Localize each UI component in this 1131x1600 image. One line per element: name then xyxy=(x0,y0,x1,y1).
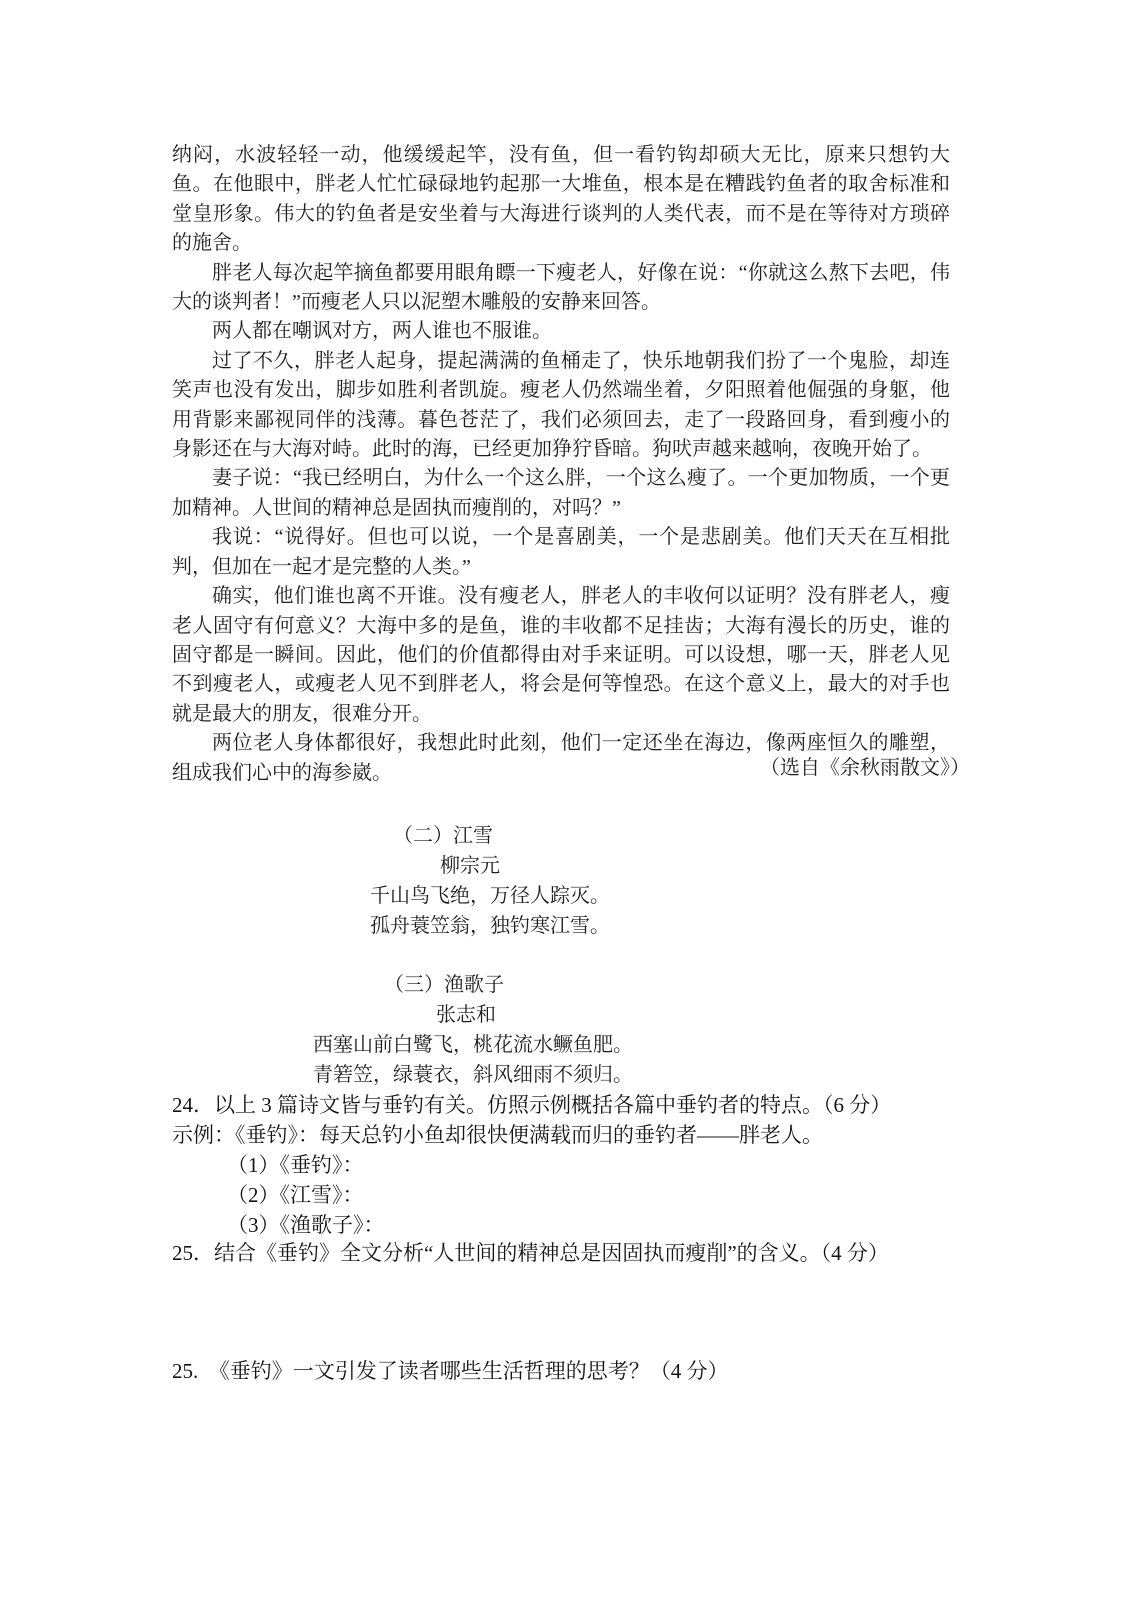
passage-paragraph: 纳闷，水波轻轻一动，他缓缓起竿，没有鱼，但一看钓钩却硕大无比，原来只想钓大鱼。在他眼中，胖老人忙忙碌碌地钓起那一大堆鱼，根本是在糟践钓鱼者的取舍标准和堂皇形象。伟大的钓鱼者是安坐着与大海进行谈判的人类代表，而不是在等待对方琐碎的施舍。 xyxy=(172,144,950,255)
question-24-item: （1）《垂钓》： xyxy=(227,1153,364,1177)
passage-paragraph: 两人都在嘲讽对方，两人谁也不服谁。 xyxy=(212,320,552,343)
passage-paragraph: 妻子说：“我已经明白，为什么一个这么胖，一个这么瘦了。一个更加物质，一个更加精神。人世间的精神总是固执而瘦削的，对吗？” xyxy=(172,467,950,519)
poem-line: 千山鸟飞绝，万径人踪灭。 xyxy=(370,885,610,907)
poem-title: （二）江雪 xyxy=(393,825,493,847)
passage-paragraph: 胖老人每次起竿摘鱼都要用眼角瞟一下瘦老人，好像在说：“你就这么熬下去吧，伟大的谈判者！”而瘦老人只以泥塑木雕般的安静来回答。 xyxy=(172,261,950,314)
passage-paragraph: 两位老人身体都很好，我想此时此刻，他们一定还坐在海边，像两座恒久的雕塑，组成我们心中的海参崴。 xyxy=(172,732,950,784)
question-24-item: （2）《江雪》： xyxy=(227,1183,364,1207)
question-24 xyxy=(172,1090,984,1240)
poem-line: 青箬笠，绿蓑衣，斜风细雨不须归。 xyxy=(313,1064,633,1086)
passage-paragraph: 过了不久，胖老人起身，提起满满的鱼桶走了，快乐地朝我们扮了一个鬼脸，却连笑声也没有发出，脚步如胜利者凯旋。瘦老人仍然端坐着，夕阳照着他倔强的身躯，他用背影来鄙视同伴的浅薄。暮色苍茫了，我们必须回去，走了一段路回身，看到瘦小的身影还在与大海对峙。此时的海，已经更加狰狞昏暗。狗吠声越来越响，夜晚开始了。 xyxy=(172,349,950,461)
poem-line: 西塞山前白鹭飞，桃花流水鳜鱼肥。 xyxy=(313,1034,633,1056)
question-25-second: 25. 《垂钓》一文引发了读者哪些生活哲理的思考？（4 分） xyxy=(172,1359,729,1383)
poem-jiangxue xyxy=(172,821,610,941)
poem-title: （三）渔歌子 xyxy=(384,974,504,996)
question-24-item: （3）《渔歌子》： xyxy=(227,1213,385,1237)
poem-author: 柳宗元 xyxy=(440,855,500,877)
passage-paragraph: 我说：“说得好。但也可以说，一个是喜剧美，一个是悲剧美。他们天天在互相批判，但加在一起才是完整的人类。” xyxy=(172,526,950,578)
passage-attribution: （选自《余秋雨散文》） xyxy=(760,757,970,779)
poem-line: 孤舟蓑笠翁，独钓寒江雪。 xyxy=(370,915,610,937)
question-24-stem: 24．以上 3 篇诗文皆与垂钓有关。仿照示例概括各篇中垂钓者的特点。（6 分） xyxy=(172,1093,892,1117)
question-24-example: 示例：《垂钓》：每天总钓小鱼却很快便满载而归的垂钓者——胖老人。 xyxy=(172,1123,823,1147)
poem-author: 张志和 xyxy=(436,1004,496,1026)
reading-passage xyxy=(172,141,950,788)
passage-paragraph: 确实，他们谁也离不开谁。没有瘦老人，胖老人的丰收何以证明？没有胖老人，瘦老人固守有何意义？大海中多的是鱼，谁的丰收都不足挂齿；大海有漫长的历史，谁的固守都是一瞬间。因此，他们的价值都得由对手来证明。可以设想，哪一天，胖老人见不到瘦老人，或瘦老人见不到胖老人，将会是何等惶恐。在这个意义上，最大的对手也就是最大的朋友，很难分开。 xyxy=(172,585,950,725)
question-25-first: 25．结合《垂钓》全文分析“人世间的精神总是因固执而瘦削”的含义。（4 分） xyxy=(172,1241,889,1265)
poem-yugezi xyxy=(172,970,633,1090)
